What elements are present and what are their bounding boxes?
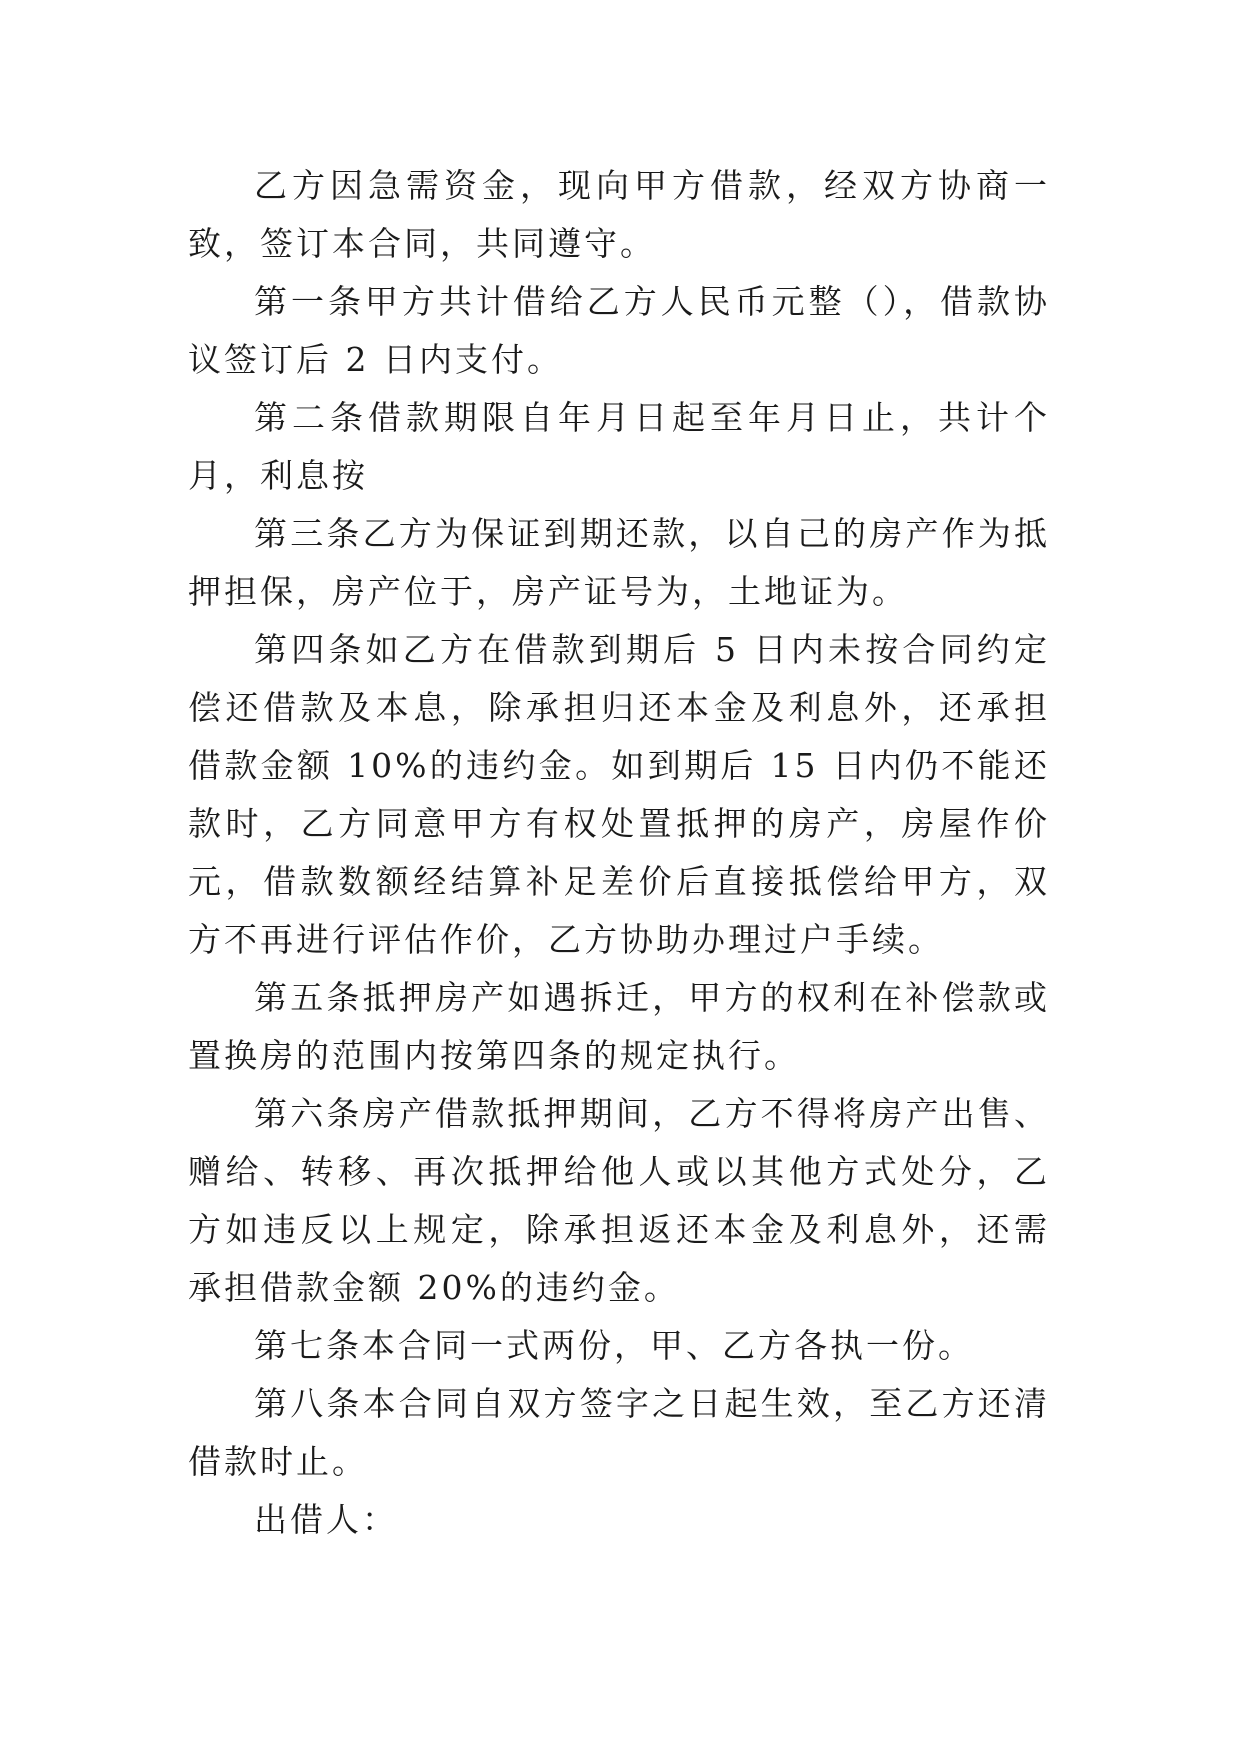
intro-paragraph: 乙方因急需资金，现向甲方借款，经双方协商一致，签订本合同，共同遵守。 [188,166,1050,263]
article-4-paragraph: 第四条如乙方在借款到期后 5 日内未按合同约定偿还借款及本息，除承担归还本金及利息外，还承担借款金额 10%的违约金。如到期后 15 日内仍不能还款时，乙方同意甲方有权处置抵押的房产，房屋作价元，借款数额经结算补足差价后直接抵偿给甲方，双方不再进行评估作价，乙方协助办理过户手续。 [188,630,1050,959]
article-2-paragraph: 第二条借款期限自年月日起至年月日止，共计个月，利息按 [188,398,1050,495]
contract-body [188,157,1050,1549]
article-3-paragraph: 第三条乙方为保证到期还款，以自己的房产作为抵押担保，房产位于，房产证号为，土地证为。 [188,514,1050,611]
lender-signature-label: 出借人： [254,1500,398,1539]
article-1-paragraph: 第一条甲方共计借给乙方人民币元整（），借款协议签订后 2 日内支付。 [188,282,1050,379]
article-5-paragraph: 第五条抵押房产如遇拆迁，甲方的权利在补偿款或置换房的范围内按第四条的规定执行。 [188,978,1050,1075]
article-6-paragraph: 第六条房产借款抵押期间，乙方不得将房产出售、赠给、转移、再次抵押给他人或以其他方式处分，乙方如违反以上规定，除承担返还本金及利息外，还需承担借款金额 20%的违约金。 [188,1094,1050,1307]
article-7-paragraph: 第七条本合同一式两份，甲、乙方各执一份。 [254,1326,974,1365]
article-8-paragraph: 第八条本合同自双方签字之日起生效，至乙方还清借款时止。 [188,1384,1050,1481]
